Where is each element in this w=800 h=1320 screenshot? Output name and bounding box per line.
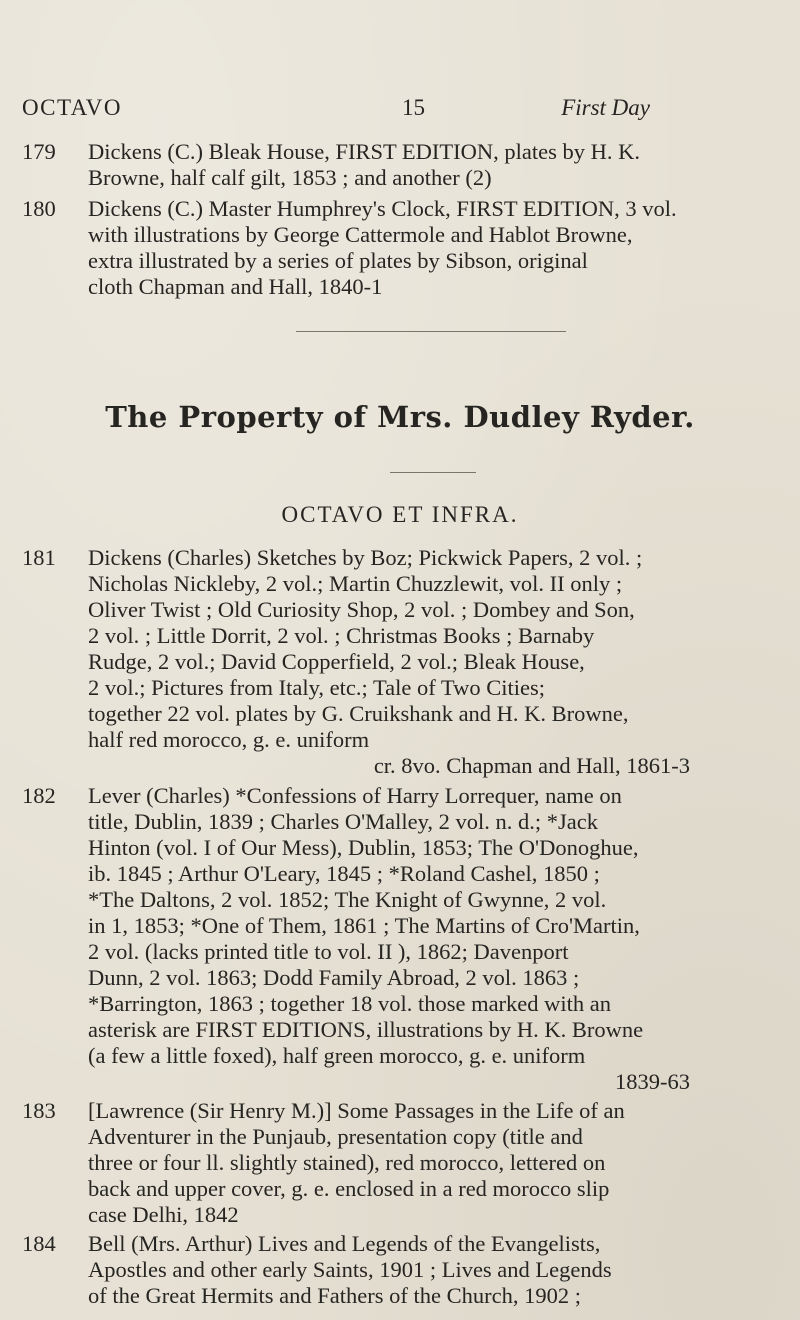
page-number: 15	[402, 95, 425, 120]
lot-line: 2 vol. (lacks printed title to vol. II ), 1862; Davenport	[88, 939, 569, 964]
lot-description	[88, 783, 702, 1095]
lot-number: 182	[22, 783, 56, 808]
lot-number: 184	[22, 1231, 56, 1256]
lot-line: asterisk are FIRST EDITIONS, illustrations by H. K. Browne	[88, 1017, 644, 1042]
lot-line: Hinton (vol. I of Our Mess), Dublin, 1853; The O'Donoghue,	[88, 835, 639, 860]
lot-line: 2 vol. ; Little Dorrit, 2 vol. ; Christmas Books ; Barnaby	[88, 623, 595, 648]
lot-number: 179	[22, 139, 56, 164]
lot-description	[88, 1098, 702, 1228]
lot-line: with illustrations by George Cattermole and Hablot Browne,	[88, 222, 633, 247]
lot-181	[22, 545, 702, 779]
header-format: OCTAVO	[22, 95, 123, 120]
lot-180	[22, 196, 702, 300]
lot-number: 181	[22, 545, 56, 570]
lot-line: Rudge, 2 vol.; David Copperfield, 2 vol.; Bleak House,	[88, 649, 585, 674]
lot-line: Browne, half calf gilt, 1853 ; and another (2)	[88, 165, 492, 190]
lot-line: Dickens (C.) Master Humphrey's Clock, FIRST EDITION, 3 vol.	[88, 196, 677, 221]
lot-line: Dunn, 2 vol. 1863; Dodd Family Abroad, 2 vol. 1863 ;	[88, 965, 580, 990]
lot-line: cr. 8vo. Chapman and Hall, 1861-3	[373, 753, 690, 778]
lot-183	[22, 1098, 702, 1228]
lot-line: *The Daltons, 2 vol. 1852; The Knight of Gwynne, 2 vol.	[88, 887, 607, 912]
lot-line: Dickens (C.) Bleak House, FIRST EDITION, plates by H. K.	[88, 139, 641, 164]
lot-line: cloth Chapman and Hall, 1840-1	[88, 274, 383, 299]
lot-line: 1839-63	[615, 1069, 690, 1094]
lot-line: back and upper cover, g. e. enclosed in a red morocco slip	[88, 1176, 610, 1201]
lot-line: case Delhi, 1842	[88, 1202, 239, 1227]
lot-line: 2 vol.; Pictures from Italy, etc.; Tale of Two Cities;	[88, 675, 545, 700]
section-divider	[296, 331, 566, 332]
lot-179	[22, 139, 702, 191]
lot-description	[88, 545, 702, 779]
lot-line: half red morocco, g. e. uniform	[88, 727, 370, 752]
lot-line: Adventurer in the Punjaub, presentation copy (title and	[88, 1124, 583, 1149]
running-header	[22, 95, 650, 131]
lot-line: (a few a little foxed), half green morocco, g. e. uniform	[88, 1043, 586, 1068]
lot-line: together 22 vol. plates by G. Cruikshank and H. K. Browne,	[88, 701, 629, 726]
lot-line: title, Dublin, 1839 ; Charles O'Malley, 2 vol. n. d.; *Jack	[88, 809, 599, 834]
lot-number: 183	[22, 1098, 56, 1123]
lot-line: Bell (Mrs. Arthur) Lives and Legends of the Evangelists,	[88, 1231, 601, 1256]
lot-line: [Lawrence (Sir Henry M.)] Some Passages in the Life of an	[88, 1098, 625, 1123]
lot-line: Dickens (Charles) Sketches by Boz; Pickwick Papers, 2 vol. ;	[88, 545, 643, 570]
lot-line: extra illustrated by a series of plates by Sibson, original	[88, 248, 588, 273]
lot-description	[88, 1231, 702, 1309]
header-day: First Day	[561, 95, 650, 120]
lot-line: ib. 1845 ; Arthur O'Leary, 1845 ; *Roland Cashel, 1850 ;	[88, 861, 600, 886]
lot-line: Nicholas Nickleby, 2 vol.; Martin Chuzzlewit, vol. II only ;	[88, 571, 623, 596]
lot-line: three or four ll. slightly stained), red morocco, lettered on	[88, 1150, 606, 1175]
lot-line: Oliver Twist ; Old Curiosity Shop, 2 vol. ; Dombey and Son,	[88, 597, 635, 622]
short-divider	[390, 472, 476, 473]
lot-184	[22, 1231, 702, 1309]
lot-line: Apostles and other early Saints, 1901 ; Lives and Legends	[88, 1257, 612, 1282]
lot-line: Lever (Charles) *Confessions of Harry Lorrequer, name on	[88, 783, 622, 808]
lot-182	[22, 783, 702, 1095]
lot-line: of the Great Hermits and Fathers of the Church, 1902 ;	[88, 1283, 582, 1308]
lot-number: 180	[22, 196, 56, 221]
lot-description	[88, 196, 702, 300]
lot-description	[88, 139, 702, 191]
property-heading: The Property of Mrs. Dudley Ryder.	[105, 400, 695, 434]
lot-line: *Barrington, 1863 ; together 18 vol. those marked with an	[88, 991, 612, 1016]
lot-line: in 1, 1853; *One of Them, 1861 ; The Martins of Cro'Martin,	[88, 913, 640, 938]
section-heading: OCTAVO ET INFRA.	[281, 502, 519, 527]
